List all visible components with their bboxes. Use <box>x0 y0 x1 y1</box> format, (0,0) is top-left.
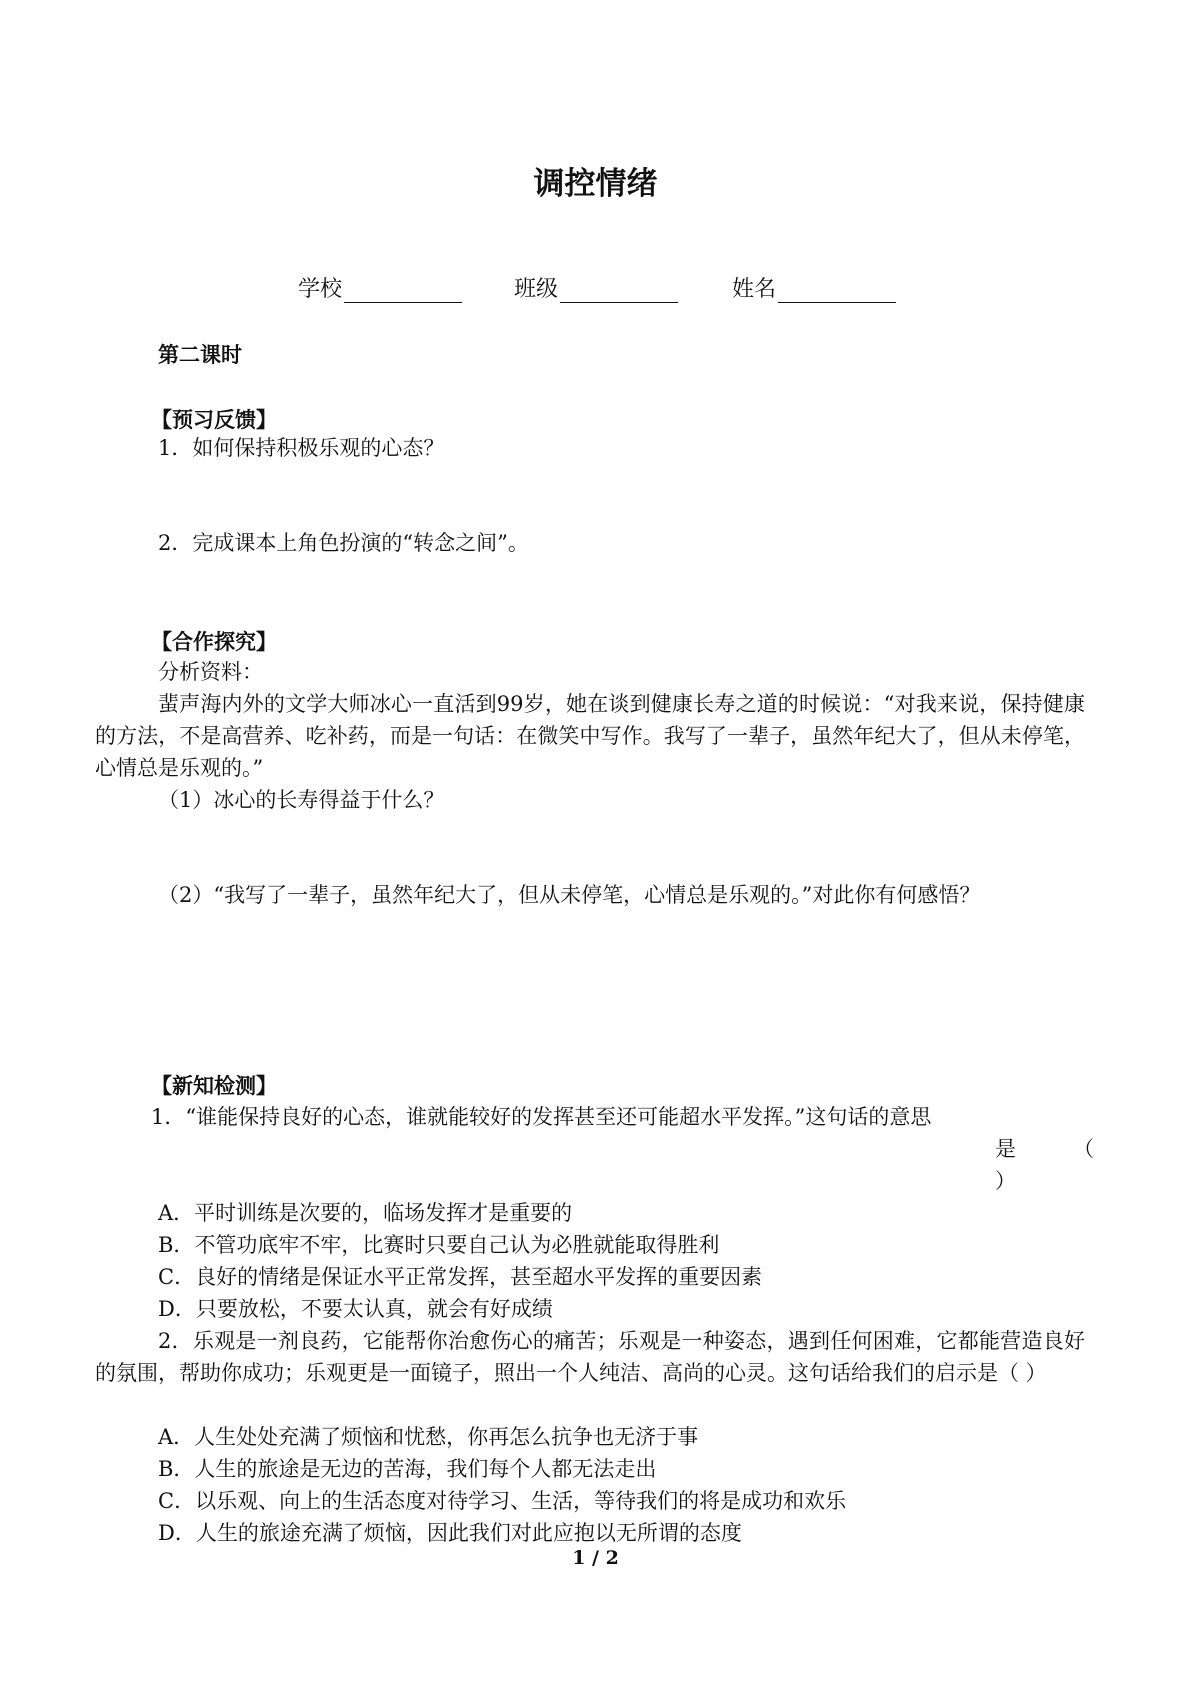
name-label: 姓名 <box>732 277 777 302</box>
test-q1-paren-close: ） <box>995 1169 1016 1193</box>
coop-question-1: （1）冰心的长寿得益于什么？ <box>158 788 445 812</box>
school-field <box>298 272 462 303</box>
class-field <box>514 272 678 303</box>
school-label: 学校 <box>298 277 343 302</box>
test-q1-option-d: D．只要放松，不要太认真，就会有好成绩 <box>158 1297 553 1321</box>
test-q1-option-c: C．良好的情绪是保证水平正常发挥，甚至超水平发挥的重要因素 <box>158 1265 763 1289</box>
preview-question-1: 1．如何保持积极乐观的心态？ <box>158 436 445 460</box>
page-title: 调控情绪 <box>533 166 658 202</box>
coop-question-2: （2）“我写了一辈子，虽然年纪大了，但从未停笔，心情总是乐观的。”对此你有何感悟？ <box>158 883 981 907</box>
test-q1-tail: 是 <box>995 1137 1016 1161</box>
test-q1-option-a: A．平时训练是次要的，临场发挥才是重要的 <box>158 1201 573 1225</box>
preview-heading: 【预习反馈】 <box>151 408 277 432</box>
name-field <box>732 272 896 303</box>
class-blank <box>560 282 678 303</box>
school-blank <box>344 282 462 303</box>
test-q2-option-c: C．以乐观、向上的生活态度对待学习、生活，等待我们的将是成功和欢乐 <box>158 1489 847 1513</box>
coop-intro: 分析资料： <box>158 660 263 684</box>
class-label: 班级 <box>514 277 559 302</box>
test-q2-stem: 2．乐观是一剂良药，它能帮你治愈伤心的痛苦；乐观是一种姿态，遇到任何困难，它都能营造良好的氛围，帮助你成功；乐观更是一面镜子，照出一个人纯洁、高尚的心灵。这句话给我们的启示是（ ） <box>95 1329 1085 1385</box>
coop-heading: 【合作探究】 <box>151 630 277 654</box>
test-q1-option-b: B．不管功底牢不牢，比赛时只要自己认为必胜就能取得胜利 <box>158 1233 720 1257</box>
coop-material: 蜚声海内外的文学大师冰心一直活到99岁，她在谈到健康长寿之道的时候说：“对我来说，保持健康的方法，不是高营养、吃补药，而是一句话：在微笑中写作。我写了一辈子，虽然年纪大了，但从未停笔，心情总是乐观的。” <box>95 692 1085 780</box>
test-q1-stem: 1．“谁能保持良好的心态，谁就能较好的发挥甚至还可能超水平发挥。”这句话的意思 <box>151 1105 932 1129</box>
test-q2-option-b: B．人生的旅途是无边的苦海，我们每个人都无法走出 <box>158 1457 657 1481</box>
preview-question-2: 2．完成课本上角色扮演的“转念之间”。 <box>158 531 529 555</box>
test-q2-option-d: D．人生的旅途充满了烦恼，因此我们对此应抱以无所谓的态度 <box>158 1521 742 1545</box>
test-q1-paren-open: （ <box>1073 1137 1094 1161</box>
name-blank <box>778 282 896 303</box>
page-number: 1 / 2 <box>572 1547 619 1569</box>
lesson-subtitle: 第二课时 <box>158 343 242 367</box>
test-q2-option-a: A．人生处处充满了烦恼和忧愁，你再怎么抗争也无济于事 <box>158 1425 699 1449</box>
test-heading: 【新知检测】 <box>151 1074 277 1098</box>
